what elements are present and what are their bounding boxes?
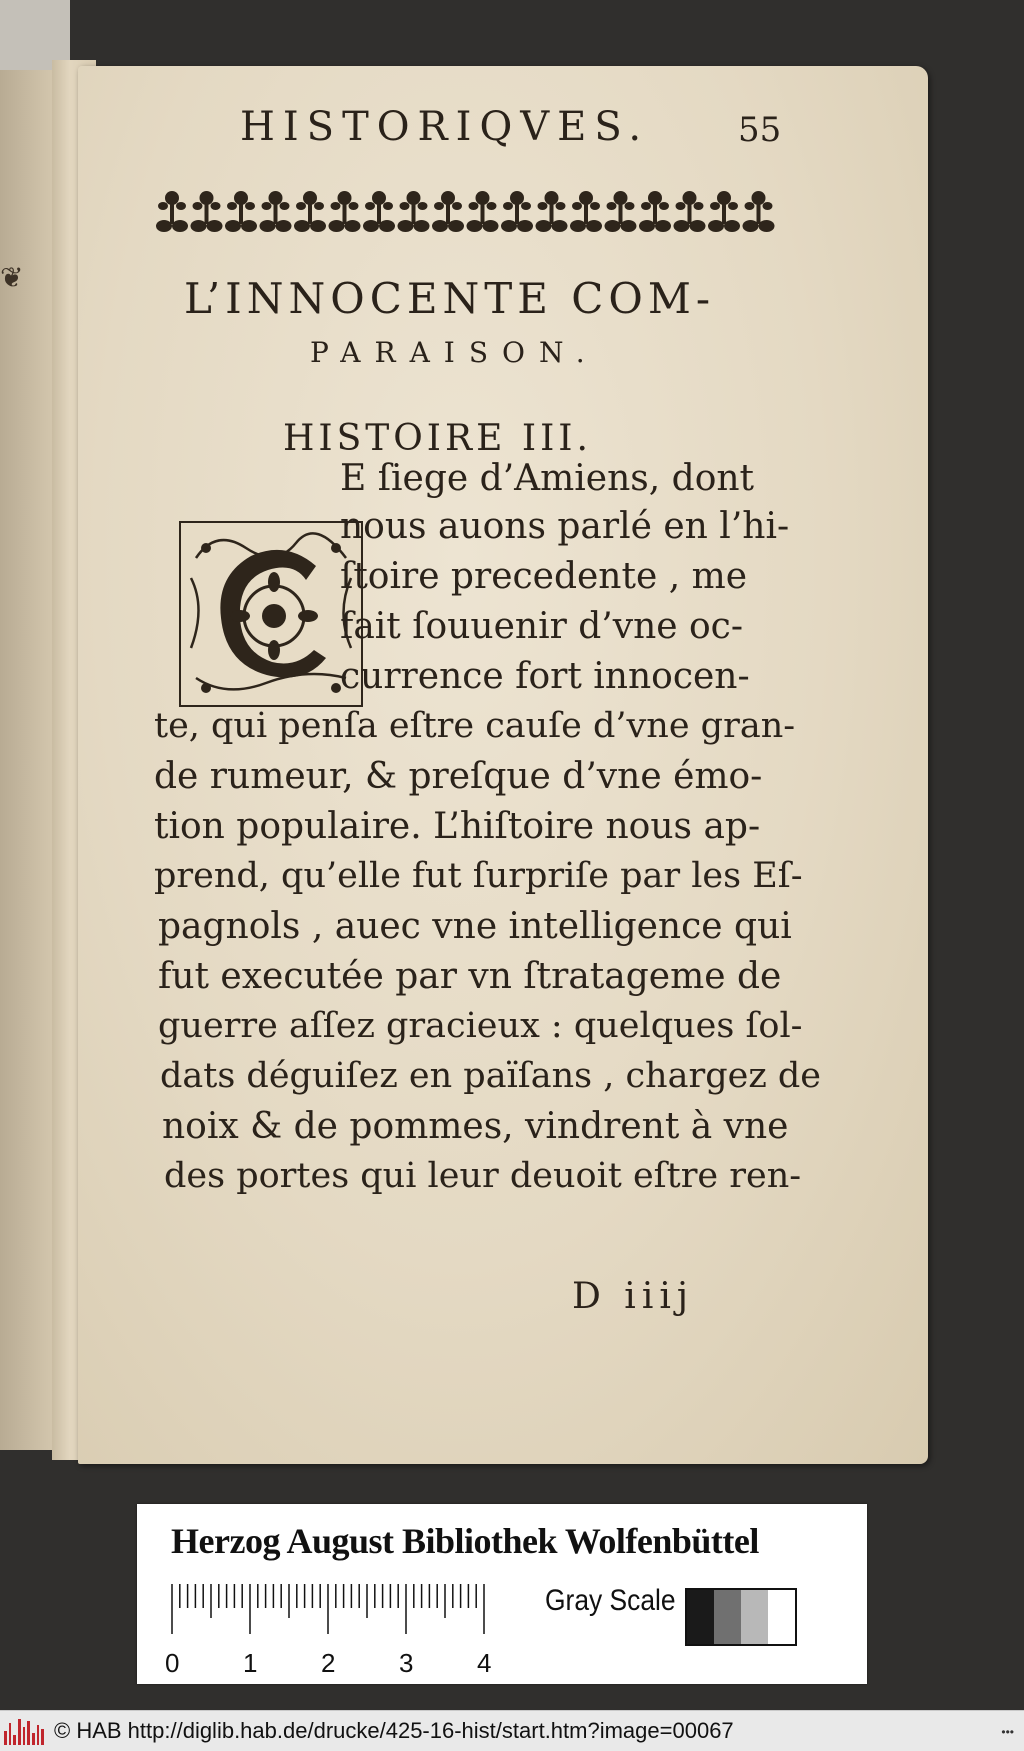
text-line: des portes qui leur deuoit eſtre ren- bbox=[164, 1156, 802, 1196]
signature-mark: D iiij bbox=[572, 1276, 695, 1317]
ruler-label: 2 bbox=[321, 1648, 336, 1678]
chapter-heading: HISTOIRE III. bbox=[283, 418, 592, 459]
text-line: currence fort innocen- bbox=[340, 656, 750, 697]
text-line: noix & de pommes, vindrent à vne bbox=[162, 1106, 789, 1147]
footer-bar bbox=[0, 1710, 1024, 1751]
text-line: tion populaire. L’hiſtoire nous ap- bbox=[154, 806, 761, 847]
scale-ruler bbox=[165, 1582, 501, 1678]
color-reference-card bbox=[137, 1504, 867, 1684]
gray-scale-label: Gray Scale bbox=[545, 1584, 676, 1617]
gray-swatch bbox=[741, 1590, 768, 1644]
text-line: pagnols , auec vne intelligence qui bbox=[158, 906, 792, 947]
left-page-ornament: ❦ bbox=[0, 261, 24, 294]
ruler-label: 0 bbox=[165, 1648, 180, 1678]
text-line: te, qui penſa eſtre cauſe d’vne gran- bbox=[154, 706, 796, 746]
text-line: dats déguiſez en païſans , chargez de bbox=[160, 1056, 822, 1096]
chapter-title-line-2: PARAISON. bbox=[310, 336, 599, 369]
ruler-label: 4 bbox=[477, 1648, 492, 1678]
text-line: ſtoire precedente , me bbox=[340, 556, 748, 597]
text-line: fut executée par vn ſtratageme de bbox=[158, 956, 782, 997]
page-number: 55 bbox=[738, 110, 782, 150]
gray-swatch bbox=[714, 1590, 741, 1644]
more-icon[interactable]: ••• bbox=[1001, 1725, 1014, 1739]
running-head: HISTORIQVES. bbox=[240, 104, 650, 150]
card-title: Herzog August Bibliothek Wolfenbüttel bbox=[171, 1521, 759, 1561]
book-page bbox=[78, 66, 928, 1464]
text-line: nous auons parlé en l’hi- bbox=[340, 506, 790, 547]
text-line: guerre aſſez gracieux : quelques ſol- bbox=[158, 1006, 803, 1046]
text-line: de rumeur, & preſque d’vne émo- bbox=[154, 756, 763, 797]
text-line: E ſiege d’Amiens, dont bbox=[340, 458, 755, 499]
gray-swatch bbox=[768, 1590, 795, 1644]
ruler-label: 1 bbox=[243, 1648, 258, 1678]
chapter-title-line-1: L’INNOCENTE COM- bbox=[184, 274, 716, 323]
text-line: prend, qu’elle fut ſurpriſe par les Eſ- bbox=[154, 856, 803, 896]
footer-citation[interactable]: © HAB http://diglib.hab.de/drucke/425-16-hist/start.htm?image=00067 bbox=[54, 1718, 734, 1743]
hab-logo-icon bbox=[4, 1717, 44, 1745]
ruler-label: 3 bbox=[399, 1648, 414, 1678]
text-line: fait ſouuenir d’vne oc- bbox=[340, 606, 743, 647]
gray-swatch bbox=[687, 1590, 714, 1644]
body-text bbox=[78, 66, 928, 1464]
gray-scale-swatches bbox=[685, 1588, 797, 1646]
